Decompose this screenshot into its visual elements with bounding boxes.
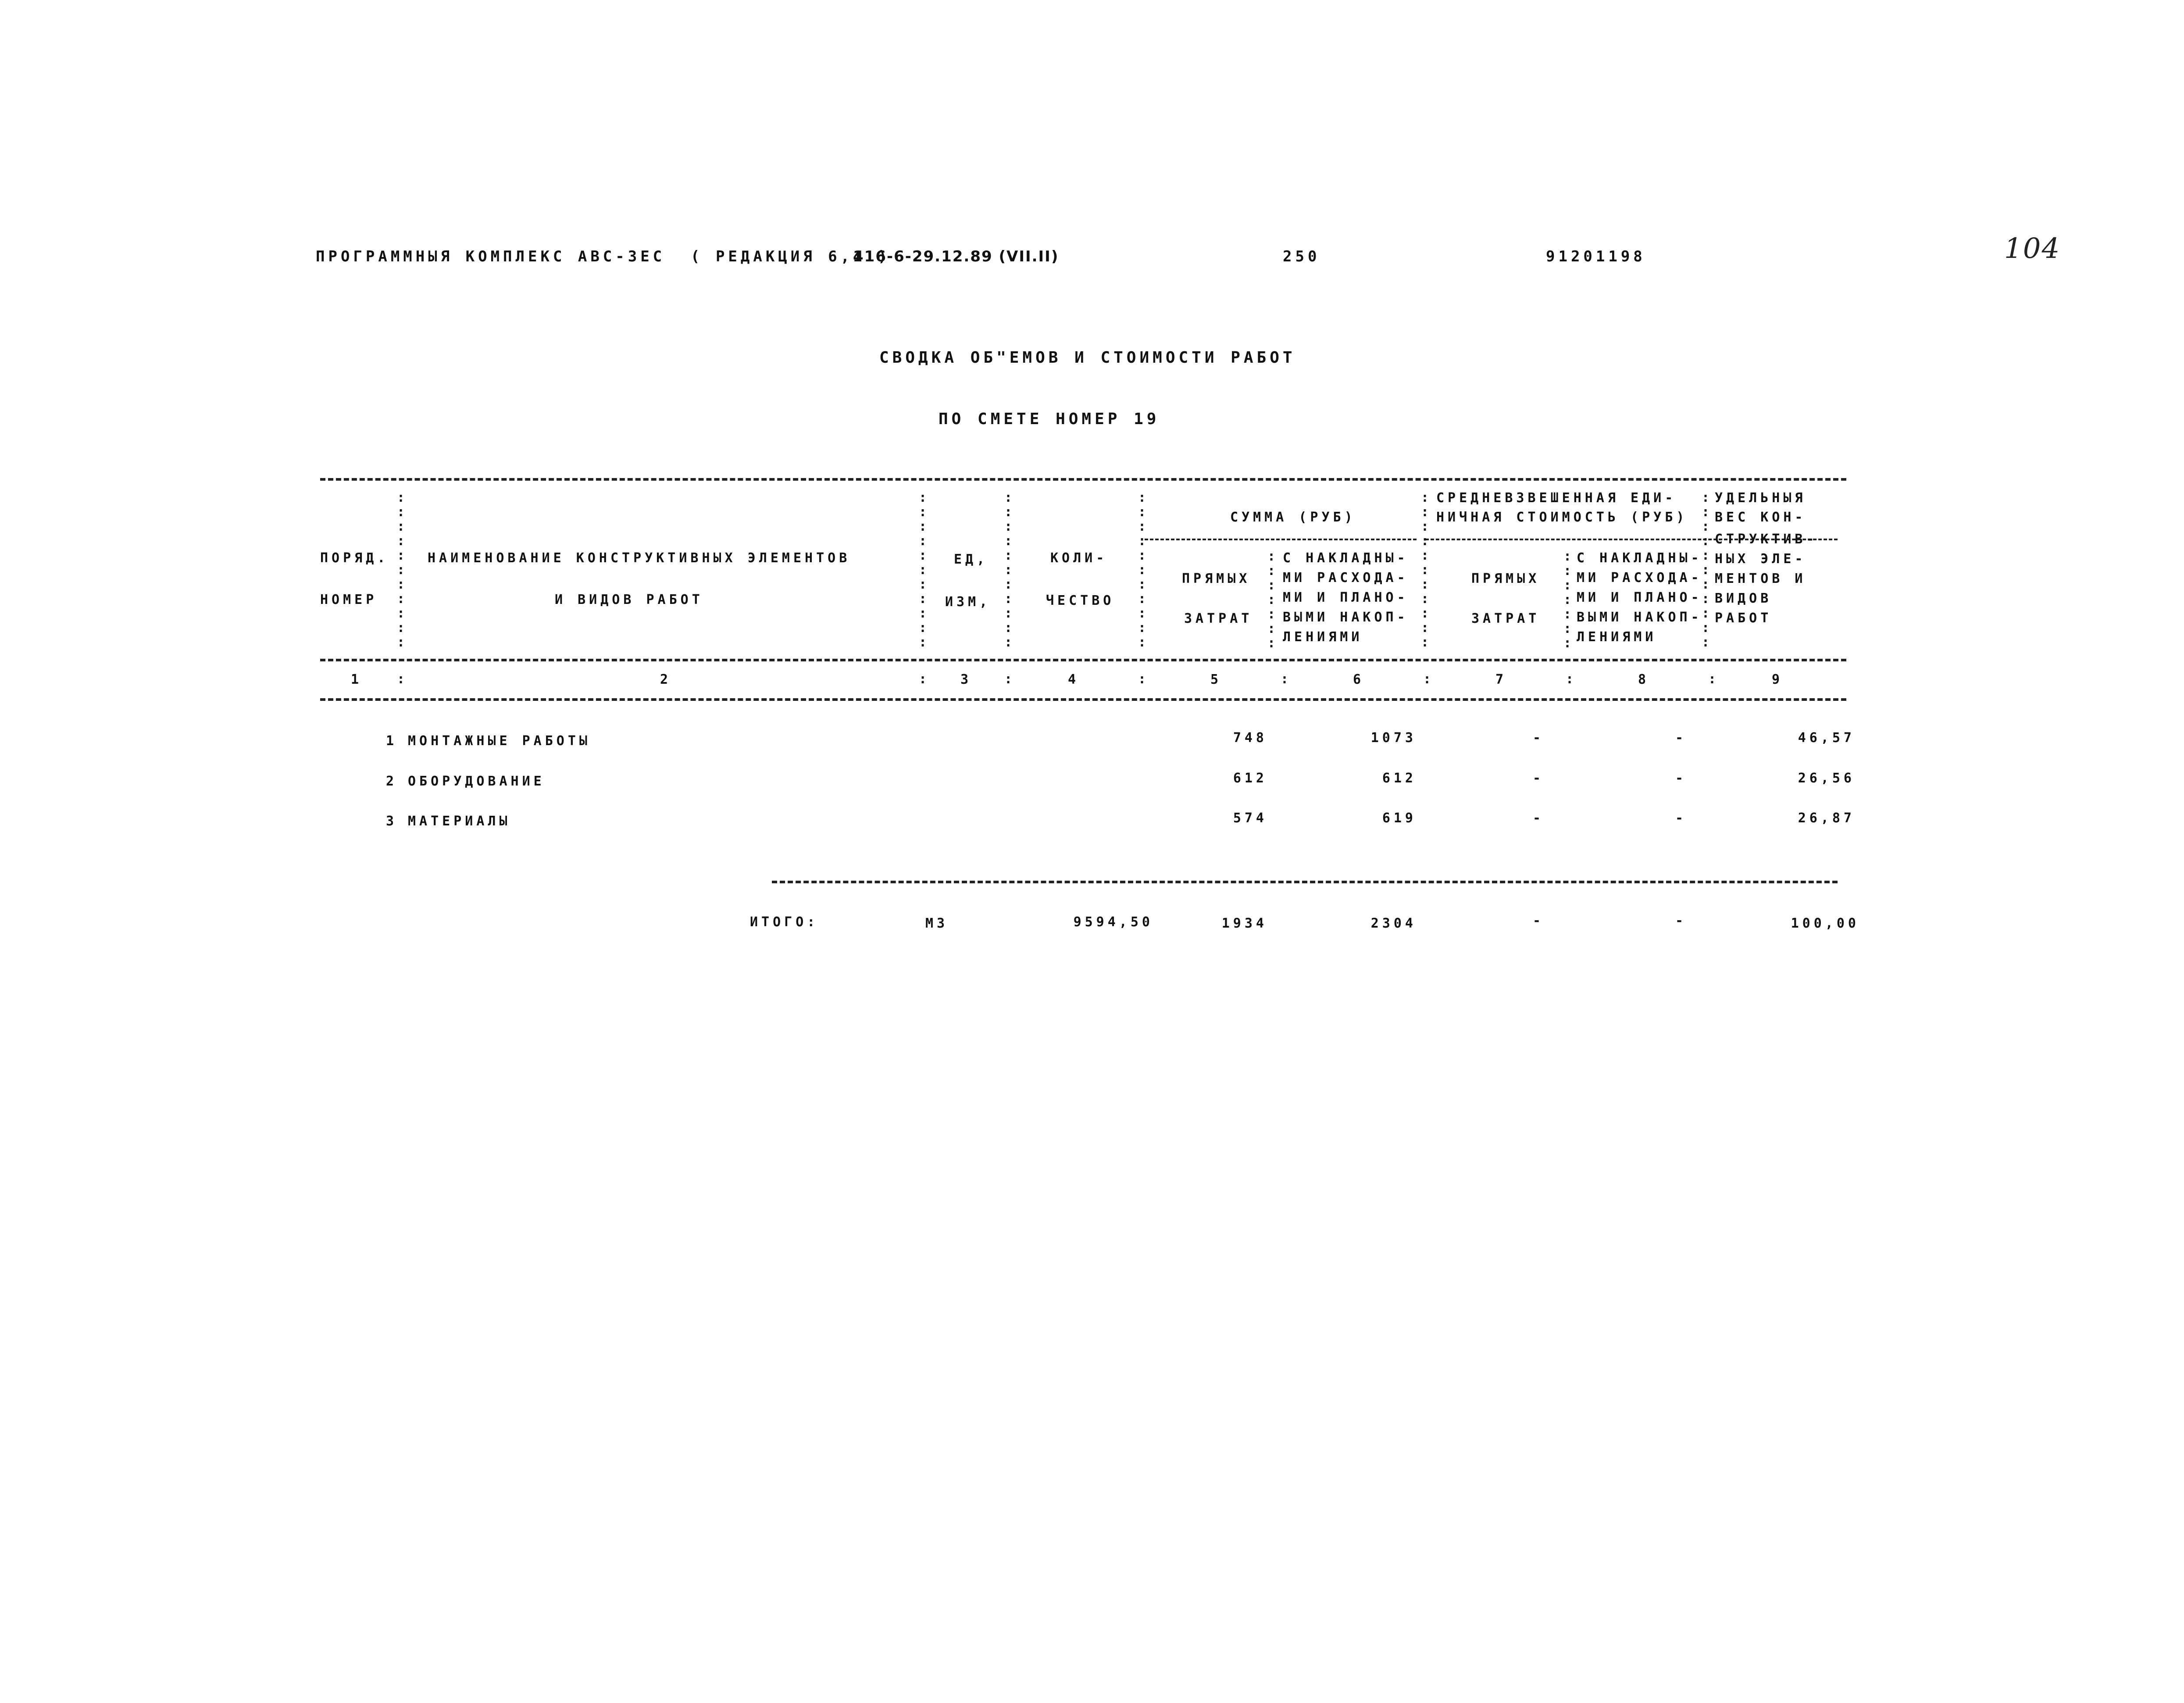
col-sep-8: : : : : : : : : : : :: [1702, 490, 1710, 650]
col4-header-line2: ЧЕСТВО: [1046, 593, 1115, 608]
total-rule: [772, 881, 1838, 883]
row-overhead-cost: 619: [1382, 810, 1417, 826]
row-number: 2: [386, 774, 398, 789]
col8-header-line3: МИ И ПЛАНО-: [1577, 590, 1702, 605]
row-direct-cost: 748: [1233, 730, 1267, 746]
row-avg-overhead: -: [1675, 730, 1687, 746]
col6-header-line2: МИ РАСХОДА-: [1283, 570, 1409, 586]
col-sep-7: : : : : : : :: [1563, 549, 1572, 651]
col6-header-line1: С НАКЛАДНЫ-: [1283, 550, 1409, 566]
col8-header-line5: ЛЕНИЯМИ: [1577, 629, 1657, 645]
row-number: 3: [386, 814, 398, 829]
num-sep-4: :: [1138, 671, 1146, 687]
col-number-1: 1: [351, 672, 363, 687]
col6-header-line4: ВЫМИ НАКОП-: [1283, 610, 1409, 625]
sum-group-header: СУММА (РУБ): [1230, 510, 1356, 525]
num-sep-3: :: [1004, 671, 1013, 687]
total-avg-overhead: -: [1675, 913, 1687, 928]
program-name: ПРОГРАММНЫЯ КОМПЛЕКС АВС-ЗЕС: [316, 248, 666, 265]
col1-header-line1: ПОРЯД.: [320, 550, 389, 566]
col7-header-line1: ПРЯМЫХ: [1471, 571, 1540, 586]
col-number-2: 2: [660, 672, 672, 687]
col2-header-line1: НАИМЕНОВАНИЕ КОНСТРУКТИВНЫХ ЭЛЕМЕНТОВ: [428, 550, 851, 566]
num-sep-8: :: [1708, 671, 1717, 687]
col-sep-5: : : : : : : :: [1267, 549, 1276, 651]
total-direct-cost: 1934: [1221, 916, 1267, 931]
col9-header-line4: НЫХ ЭЛЕ-: [1715, 551, 1806, 567]
avg-group-header-line2: НИЧНАЯ СТОИМОСТЬ (РУБ): [1436, 510, 1688, 525]
row-direct-cost: 574: [1233, 810, 1267, 826]
row-name: МАТЕРИАЛЫ: [408, 814, 511, 829]
total-label: ИТОГО:: [750, 914, 819, 930]
col3-header-line2: ИЗМ,: [945, 594, 991, 610]
row-share: 26,56: [1798, 771, 1855, 786]
col-number-9: 9: [1772, 672, 1784, 687]
edition-label: ( РЕДАКЦИЯ 6,1 ): [691, 248, 891, 265]
row-number: 1: [386, 733, 398, 749]
num-sep-7: :: [1566, 671, 1574, 687]
col6-header-line3: МИ И ПЛАНО-: [1283, 590, 1409, 605]
header-bottom-rule: [320, 659, 1846, 661]
col7-header-line2: ЗАТРАТ: [1471, 611, 1540, 626]
row-share: 46,57: [1798, 730, 1855, 746]
report-title: СВОДКА ОБ"ЕМОВ И СТОИМОСТИ РАБОТ: [879, 349, 1296, 367]
sum-group-rule: [1145, 539, 1417, 540]
row-direct-cost: 612: [1233, 771, 1267, 786]
avg-group-header-line1: СРЕДНЕВЗВЕШЕННАЯ ЕДИ-: [1436, 490, 1677, 506]
col-sep-2: : : : : : : : : : : :: [919, 490, 927, 650]
col8-header-line2: МИ РАСХОДА-: [1577, 570, 1702, 586]
total-share: 100,00: [1791, 916, 1859, 931]
col9-header-line7: РАБОТ: [1715, 611, 1772, 626]
col4-header-line1: КОЛИ-: [1050, 550, 1108, 566]
col9-header-line6: ВИДОВ: [1715, 591, 1772, 606]
col-sep-4: : : : : : : : : : : :: [1138, 490, 1146, 650]
num-sep-5: :: [1281, 671, 1289, 687]
col6-header-line5: ЛЕНИЯМИ: [1283, 629, 1363, 645]
table-top-rule: [320, 478, 1846, 481]
row-name: ОБОРУДОВАНИЕ: [408, 774, 545, 789]
col-number-6: 6: [1353, 672, 1365, 687]
col-number-5: 5: [1210, 672, 1222, 687]
total-overhead-cost: 2304: [1370, 916, 1417, 931]
sheet-number-handwritten: 104: [2004, 232, 2061, 265]
col-number-4: 4: [1068, 672, 1080, 687]
row-avg-direct: -: [1533, 730, 1545, 746]
row-avg-overhead: -: [1675, 771, 1687, 786]
row-avg-direct: -: [1533, 810, 1545, 826]
col9-header-line5: МЕНТОВ И: [1715, 571, 1806, 586]
col9-header-line3: СТРУКТИВ-: [1715, 532, 1818, 547]
row-name: МОНТАЖНЫЕ РАБОТЫ: [408, 733, 591, 749]
total-avg-direct: -: [1533, 913, 1545, 928]
edition-handwritten: 416-6-29.12.89 (VII.II): [853, 248, 1059, 265]
report-subtitle: ПО СМЕТЕ НОМЕР 19: [939, 410, 1160, 428]
page-number: 250: [1283, 248, 1320, 265]
col9-header-line2: ВЕС КОН-: [1715, 510, 1806, 525]
col-number-8: 8: [1638, 672, 1650, 687]
total-unit: М3: [925, 916, 949, 931]
col1-header-line2: НОМЕР: [320, 592, 378, 607]
col-number-3: 3: [960, 672, 972, 687]
num-sep-2: :: [919, 671, 927, 687]
row-share: 26,87: [1798, 810, 1855, 826]
col5-header-line1: ПРЯМЫХ: [1182, 571, 1251, 586]
col3-header-line1: ЕД,: [954, 552, 989, 567]
col-number-7: 7: [1495, 672, 1507, 687]
col8-header-line1: С НАКЛАДНЫ-: [1577, 550, 1702, 566]
row-overhead-cost: 612: [1382, 771, 1417, 786]
col8-header-line4: ВЫМИ НАКОП-: [1577, 610, 1702, 625]
col-sep-3: : : : : : : : : : : :: [1004, 490, 1013, 650]
row-avg-direct: -: [1533, 771, 1545, 786]
col9-header-line1: УДЕЛЬНЫЯ: [1715, 490, 1806, 506]
num-sep-1: :: [397, 671, 405, 687]
total-quantity: 9594,50: [1073, 914, 1153, 930]
col2-header-line2: И ВИДОВ РАБОТ: [555, 592, 703, 607]
col-sep-6: : : : : : : : : : : :: [1421, 490, 1429, 650]
num-sep-6: :: [1423, 671, 1431, 687]
document-code: 91201198: [1546, 248, 1646, 265]
row-avg-overhead: -: [1675, 810, 1687, 826]
numbers-bottom-rule: [320, 698, 1846, 701]
col5-header-line2: ЗАТРАТ: [1184, 611, 1253, 626]
row-overhead-cost: 1073: [1370, 730, 1417, 746]
col-sep-1: : : : : : : : : : : :: [397, 490, 405, 650]
